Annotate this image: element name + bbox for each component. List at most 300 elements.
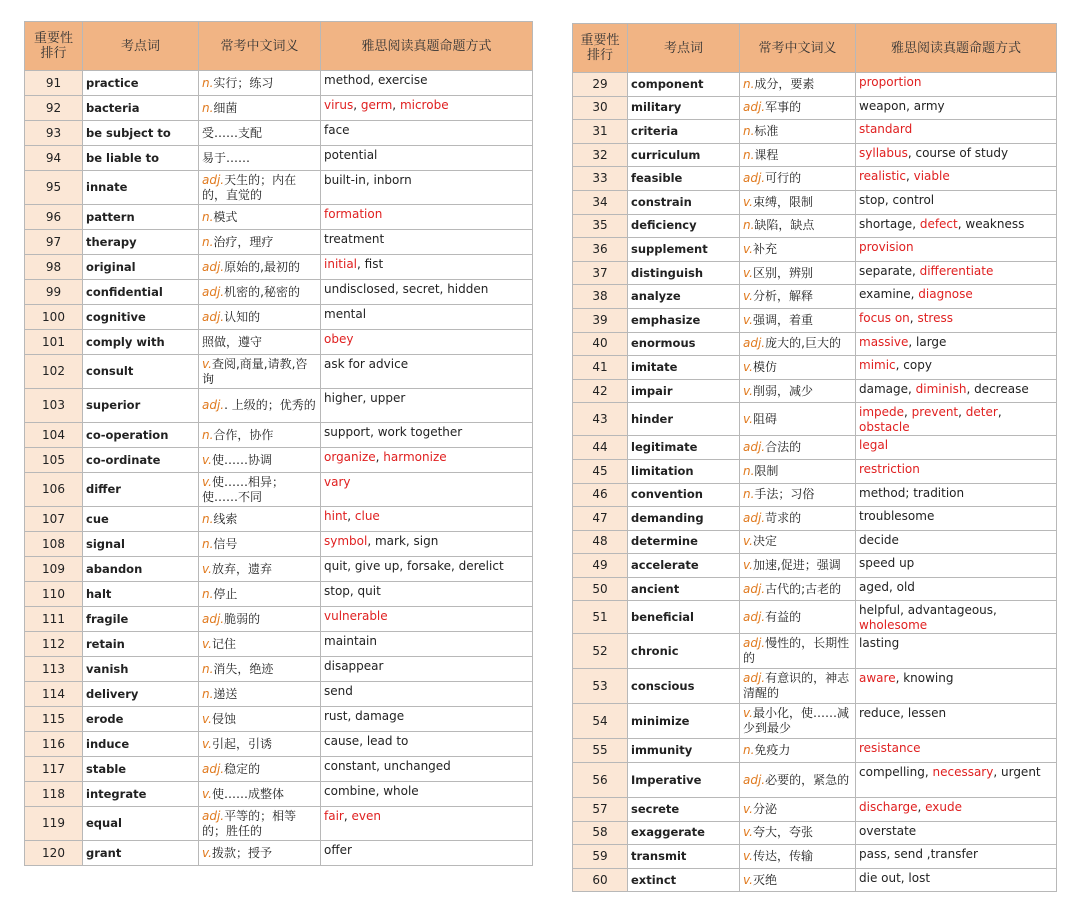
table-row: [573, 73, 1057, 97]
part-of-speech: v.: [743, 825, 753, 840]
meaning-text: 脆弱的: [224, 611, 261, 626]
meaning-cell: [199, 171, 321, 205]
word-cell: demanding: [628, 507, 740, 531]
usage-text: quit, give up, forsake, derelict: [324, 559, 504, 573]
meaning-text: 原始的,最初的: [224, 259, 300, 274]
table-row: [573, 868, 1057, 892]
usage-text: stop, control: [859, 192, 935, 207]
word-cell: integrate: [83, 782, 199, 807]
highlight-term: exude: [925, 800, 963, 815]
table-row: [573, 214, 1057, 238]
word-cell: stable: [83, 757, 199, 782]
usage-cell: [321, 632, 533, 657]
table-row: [573, 436, 1057, 460]
meaning-text: 分析，解释: [752, 289, 813, 304]
usage-cell: [856, 554, 1057, 578]
word-cell: immunity: [628, 739, 740, 763]
part-of-speech: v.: [743, 289, 753, 304]
usage-text: , fist: [357, 257, 384, 271]
usage-text: face: [324, 123, 350, 137]
usage-cell: [321, 782, 533, 807]
meaning-cell: [740, 167, 856, 191]
rank-cell: 31: [573, 120, 628, 144]
usage-cell: [321, 473, 533, 507]
header-row: [573, 24, 1057, 73]
part-of-speech: n.: [743, 147, 755, 162]
highlight-term: proportion: [859, 75, 922, 89]
rank-cell: 56: [573, 763, 628, 798]
rank-cell: 117: [25, 757, 83, 782]
usage-text: ,: [353, 98, 361, 112]
table-row: [25, 532, 533, 557]
table-row: [573, 554, 1057, 578]
word-cell: vanish: [83, 657, 199, 682]
part-of-speech: adj.: [743, 772, 766, 787]
meaning-text: 古代的;古老的: [765, 581, 842, 596]
meaning-cell: [740, 483, 856, 507]
meaning-cell: [199, 807, 321, 841]
usage-text: overstate: [859, 823, 917, 838]
meaning-text: 合法的: [765, 440, 802, 455]
part-of-speech: v.: [743, 359, 753, 374]
table-row: [573, 704, 1057, 739]
table-row: [573, 530, 1057, 554]
part-of-speech: n.: [202, 234, 214, 249]
word-cell: conscious: [628, 669, 740, 704]
table-row: [25, 146, 533, 171]
meaning-text: 缺陷，缺点: [754, 218, 815, 233]
meaning-cell: [199, 682, 321, 707]
table-row: [25, 305, 533, 330]
word-cell: convention: [628, 483, 740, 507]
word-cell: exaggerate: [628, 821, 740, 845]
meaning-text: 停止: [213, 586, 238, 601]
usage-cell: [856, 379, 1057, 403]
part-of-speech: v.: [743, 383, 753, 398]
usage-text: combine, whole: [324, 784, 419, 798]
meaning-text: 受……支配: [202, 125, 263, 140]
part-of-speech: adj.: [743, 440, 766, 455]
part-of-speech: v.: [202, 736, 212, 751]
part-of-speech: n.: [202, 661, 214, 676]
table-row: [25, 632, 533, 657]
rank-cell: 105: [25, 448, 83, 473]
meaning-cell: [199, 280, 321, 305]
word-cell: distinguish: [628, 261, 740, 285]
meaning-text: 削弱，减少: [752, 383, 813, 398]
highlight-term: formation: [324, 207, 383, 221]
word-cell: supplement: [628, 238, 740, 262]
table-row: [25, 807, 533, 841]
rank-cell: 51: [573, 601, 628, 634]
table-row: [573, 143, 1057, 167]
meaning-cell: [199, 757, 321, 782]
highlight-term: diagnose: [918, 287, 973, 302]
part-of-speech: adj.: [743, 510, 766, 525]
rank-cell: 119: [25, 807, 83, 841]
usage-cell: [321, 146, 533, 171]
header-rank: 重要性排行: [573, 24, 628, 73]
usage-text: ,: [375, 450, 384, 464]
usage-text: disappear: [324, 659, 384, 673]
word-cell: extinct: [628, 868, 740, 892]
word-cell: bacteria: [83, 96, 199, 121]
rank-cell: 42: [573, 379, 628, 403]
table-row: [25, 389, 533, 423]
usage-text: pass, send ,transfer: [859, 847, 978, 862]
meaning-cell: [199, 389, 321, 423]
usage-cell: [321, 607, 533, 632]
rank-cell: 48: [573, 530, 628, 554]
part-of-speech: adj.: [202, 761, 225, 776]
word-cell: be subject to: [83, 121, 199, 146]
part-of-speech: v.: [202, 561, 212, 576]
meaning-text: 手法；习俗: [754, 487, 815, 502]
usage-text: compelling,: [859, 765, 933, 780]
meaning-cell: [199, 841, 321, 866]
table-row: [573, 601, 1057, 634]
meaning-text: 记住: [211, 636, 236, 651]
highlight-term: stress: [917, 310, 953, 325]
rank-cell: 92: [25, 96, 83, 121]
meaning-text: 线索: [213, 511, 238, 526]
usage-text: , mark, sign: [367, 534, 439, 548]
rank-cell: 36: [573, 238, 628, 262]
word-cell: co-operation: [83, 423, 199, 448]
highlight-term: microbe: [399, 98, 449, 112]
usage-text: ,: [909, 310, 918, 325]
table-row: [25, 96, 533, 121]
usage-cell: [321, 757, 533, 782]
usage-text: helpful, advantageous,: [859, 603, 997, 618]
usage-text: rust, damage: [324, 709, 405, 723]
vocab-table-right: [572, 23, 1057, 892]
usage-cell: [321, 171, 533, 205]
part-of-speech: n.: [743, 743, 755, 758]
meaning-text: 灭绝: [752, 872, 777, 887]
usage-cell: [856, 798, 1057, 822]
meaning-cell: [199, 707, 321, 732]
usage-text: , copy: [895, 358, 932, 373]
table-row: [25, 507, 533, 532]
part-of-speech: n.: [202, 209, 214, 224]
part-of-speech: v.: [202, 711, 212, 726]
meaning-cell: [740, 190, 856, 214]
rank-cell: 114: [25, 682, 83, 707]
meaning-text: 决定: [752, 534, 777, 549]
highlight-term: differentiate: [919, 263, 994, 278]
part-of-speech: adj.: [743, 636, 766, 651]
word-cell: ancient: [628, 577, 740, 601]
part-of-speech: adj.: [202, 808, 225, 823]
rank-cell: 103: [25, 389, 83, 423]
table-row: [25, 582, 533, 607]
usage-cell: [856, 845, 1057, 869]
meaning-text: . 上级的；优秀的: [224, 398, 316, 412]
meaning-text: 慢性的，长期性的: [743, 636, 850, 666]
table-row: [25, 682, 533, 707]
highlight-term: discharge: [859, 800, 918, 815]
rank-cell: 99: [25, 280, 83, 305]
usage-text: , knowing: [895, 671, 954, 686]
meaning-cell: [199, 582, 321, 607]
meaning-text: 课程: [754, 147, 779, 162]
rank-cell: 37: [573, 261, 628, 285]
meaning-cell: [199, 607, 321, 632]
rank-cell: 60: [573, 868, 628, 892]
meaning-cell: [740, 459, 856, 483]
usage-text: aged, old: [859, 579, 915, 594]
meaning-cell: [740, 332, 856, 356]
meaning-cell: [199, 782, 321, 807]
part-of-speech: adj.: [202, 172, 225, 187]
part-of-speech: v.: [743, 241, 753, 256]
table-row: [25, 782, 533, 807]
word-cell: beneficial: [628, 601, 740, 634]
rank-cell: 102: [25, 355, 83, 389]
meaning-cell: [199, 146, 321, 171]
meaning-cell: [740, 669, 856, 704]
usage-cell: [321, 532, 533, 557]
part-of-speech: n.: [202, 686, 214, 701]
part-of-speech: v.: [202, 474, 212, 489]
meaning-text: 补充: [752, 241, 777, 256]
word-cell: deficiency: [628, 214, 740, 238]
usage-cell: [321, 732, 533, 757]
part-of-speech: adj.: [202, 284, 225, 299]
rank-cell: 55: [573, 739, 628, 763]
meaning-text: 束缚，限制: [752, 194, 813, 209]
usage-text: treatment: [324, 232, 385, 246]
meaning-text: 实行；练习: [213, 75, 274, 90]
rank-cell: 111: [25, 607, 83, 632]
rank-cell: 43: [573, 403, 628, 436]
table-row: [25, 841, 533, 866]
rank-cell: 30: [573, 96, 628, 120]
rank-cell: 104: [25, 423, 83, 448]
word-cell: be liable to: [83, 146, 199, 171]
part-of-speech: v.: [202, 786, 212, 801]
meaning-text: 认知的: [224, 309, 261, 324]
header-meaning: 常考中文词义: [199, 22, 321, 71]
word-cell: cognitive: [83, 305, 199, 330]
meaning-cell: [740, 214, 856, 238]
word-cell: feasible: [628, 167, 740, 191]
highlight-term: even: [351, 809, 381, 823]
highlight-term: standard: [859, 122, 913, 137]
rank-cell: 120: [25, 841, 83, 866]
meaning-text: 放弃，遗弃: [211, 561, 272, 576]
table-row: [25, 757, 533, 782]
meaning-cell: [199, 632, 321, 657]
usage-cell: [856, 821, 1057, 845]
table-row: [25, 230, 533, 255]
meaning-text: 传达，传输: [752, 849, 813, 864]
usage-text: support, work together: [324, 425, 463, 439]
rank-cell: 45: [573, 459, 628, 483]
usage-text: mental: [324, 307, 367, 321]
header-usage: 雅思阅读真题命题方式: [321, 22, 533, 71]
meaning-cell: [740, 379, 856, 403]
word-cell: imitate: [628, 356, 740, 380]
part-of-speech: v.: [743, 194, 753, 209]
rank-cell: 96: [25, 205, 83, 230]
rank-cell: 44: [573, 436, 628, 460]
meaning-text: 有益的: [765, 609, 802, 624]
highlight-term: harmonize: [383, 450, 447, 464]
usage-cell: [856, 530, 1057, 554]
usage-text: potential: [324, 148, 378, 162]
rank-cell: 32: [573, 143, 628, 167]
meaning-cell: [199, 96, 321, 121]
table-row: [573, 96, 1057, 120]
table-row: [25, 280, 533, 305]
usage-cell: [321, 205, 533, 230]
rank-cell: 109: [25, 557, 83, 582]
meaning-text: 使……成整体: [211, 786, 284, 801]
part-of-speech: v.: [202, 636, 212, 651]
usage-cell: [856, 763, 1057, 798]
meaning-cell: [740, 868, 856, 892]
meaning-text: 治疗，理疗: [213, 234, 274, 249]
meaning-text: 天生的；内在的，直觉的: [202, 172, 297, 202]
meaning-text: 强调，着重: [752, 312, 813, 327]
highlight-term: legal: [859, 438, 889, 453]
meaning-cell: [740, 143, 856, 167]
usage-cell: [321, 121, 533, 146]
vocab-table-left: [24, 21, 533, 866]
part-of-speech: n.: [743, 123, 755, 138]
meaning-text: 拨款；授予: [211, 845, 272, 860]
usage-text: separate,: [859, 263, 920, 278]
highlight-term: necessary: [932, 765, 994, 780]
table-row: [25, 121, 533, 146]
usage-cell: [856, 507, 1057, 531]
meaning-cell: [199, 205, 321, 230]
usage-text: , large: [908, 334, 947, 349]
usage-text: ,: [347, 509, 355, 523]
table-row: [573, 167, 1057, 191]
usage-text: method; tradition: [859, 485, 965, 500]
word-cell: cue: [83, 507, 199, 532]
table-row: [25, 423, 533, 448]
word-cell: hinder: [628, 403, 740, 436]
meaning-cell: [740, 73, 856, 97]
meaning-cell: [740, 530, 856, 554]
part-of-speech: v.: [202, 452, 212, 467]
rank-cell: 39: [573, 308, 628, 332]
highlight-term: deter: [965, 405, 998, 420]
meaning-text: 照做，遵守: [202, 334, 263, 349]
meaning-cell: [199, 657, 321, 682]
table-row: [573, 507, 1057, 531]
table-row: [25, 205, 533, 230]
rank-cell: 46: [573, 483, 628, 507]
table-row: [573, 821, 1057, 845]
word-cell: determine: [628, 530, 740, 554]
table-row: [25, 732, 533, 757]
part-of-speech: adj.: [743, 671, 766, 686]
usage-cell: [856, 96, 1057, 120]
usage-text: damage,: [859, 381, 916, 396]
part-of-speech: v.: [743, 411, 753, 426]
part-of-speech: v.: [743, 265, 753, 280]
meaning-cell: [740, 739, 856, 763]
usage-cell: [321, 230, 533, 255]
table-row: [25, 171, 533, 205]
usage-text: ,: [904, 405, 912, 420]
usage-cell: [321, 841, 533, 866]
meaning-cell: [199, 507, 321, 532]
highlight-term: mimic: [859, 358, 896, 373]
word-cell: transmit: [628, 845, 740, 869]
rank-cell: 58: [573, 821, 628, 845]
meaning-text: 庞大的,巨大的: [765, 336, 841, 351]
usage-cell: [856, 190, 1057, 214]
table-row: [573, 577, 1057, 601]
word-cell: impair: [628, 379, 740, 403]
table-row: [25, 473, 533, 507]
table-row: [573, 190, 1057, 214]
usage-text: ,: [958, 405, 966, 420]
table-row: [25, 557, 533, 582]
table-row: [573, 634, 1057, 669]
usage-text: ,: [905, 169, 914, 184]
usage-text: , weakness: [957, 216, 1025, 231]
usage-cell: [856, 261, 1057, 285]
usage-text: built-in, inborn: [324, 173, 412, 187]
rank-cell: 34: [573, 190, 628, 214]
meaning-text: 限制: [754, 463, 779, 478]
rank-cell: 38: [573, 285, 628, 309]
rank-cell: 52: [573, 634, 628, 669]
word-cell: erode: [83, 707, 199, 732]
meaning-cell: [740, 261, 856, 285]
highlight-term: defect: [919, 216, 958, 231]
highlight-term: virus: [324, 98, 354, 112]
meaning-text: 合作，协作: [213, 427, 274, 442]
table-row: [573, 332, 1057, 356]
table-row: [573, 739, 1057, 763]
highlight-term: resistance: [859, 741, 921, 756]
usage-cell: [321, 389, 533, 423]
rank-cell: 113: [25, 657, 83, 682]
meaning-text: 军事的: [765, 100, 802, 115]
highlight-term: clue: [354, 509, 380, 523]
highlight-term: germ: [360, 98, 393, 112]
meaning-text: 信号: [213, 536, 238, 551]
part-of-speech: v.: [202, 356, 212, 371]
table-row: [573, 459, 1057, 483]
meaning-text: 查阅,商量,请教,咨询: [202, 356, 308, 386]
meaning-cell: [199, 330, 321, 355]
table-row: [25, 657, 533, 682]
usage-text: speed up: [859, 556, 915, 571]
meaning-cell: [740, 821, 856, 845]
meaning-text: 使……相异；使……不同: [202, 474, 284, 504]
table-row: [573, 285, 1057, 309]
rank-cell: 110: [25, 582, 83, 607]
usage-text: reduce, lessen: [859, 706, 947, 721]
usage-cell: [321, 355, 533, 389]
word-cell: signal: [83, 532, 199, 557]
usage-cell: [321, 96, 533, 121]
word-cell: halt: [83, 582, 199, 607]
table-row: [25, 71, 533, 96]
usage-cell: [856, 356, 1057, 380]
meaning-cell: [740, 634, 856, 669]
meaning-cell: [199, 532, 321, 557]
